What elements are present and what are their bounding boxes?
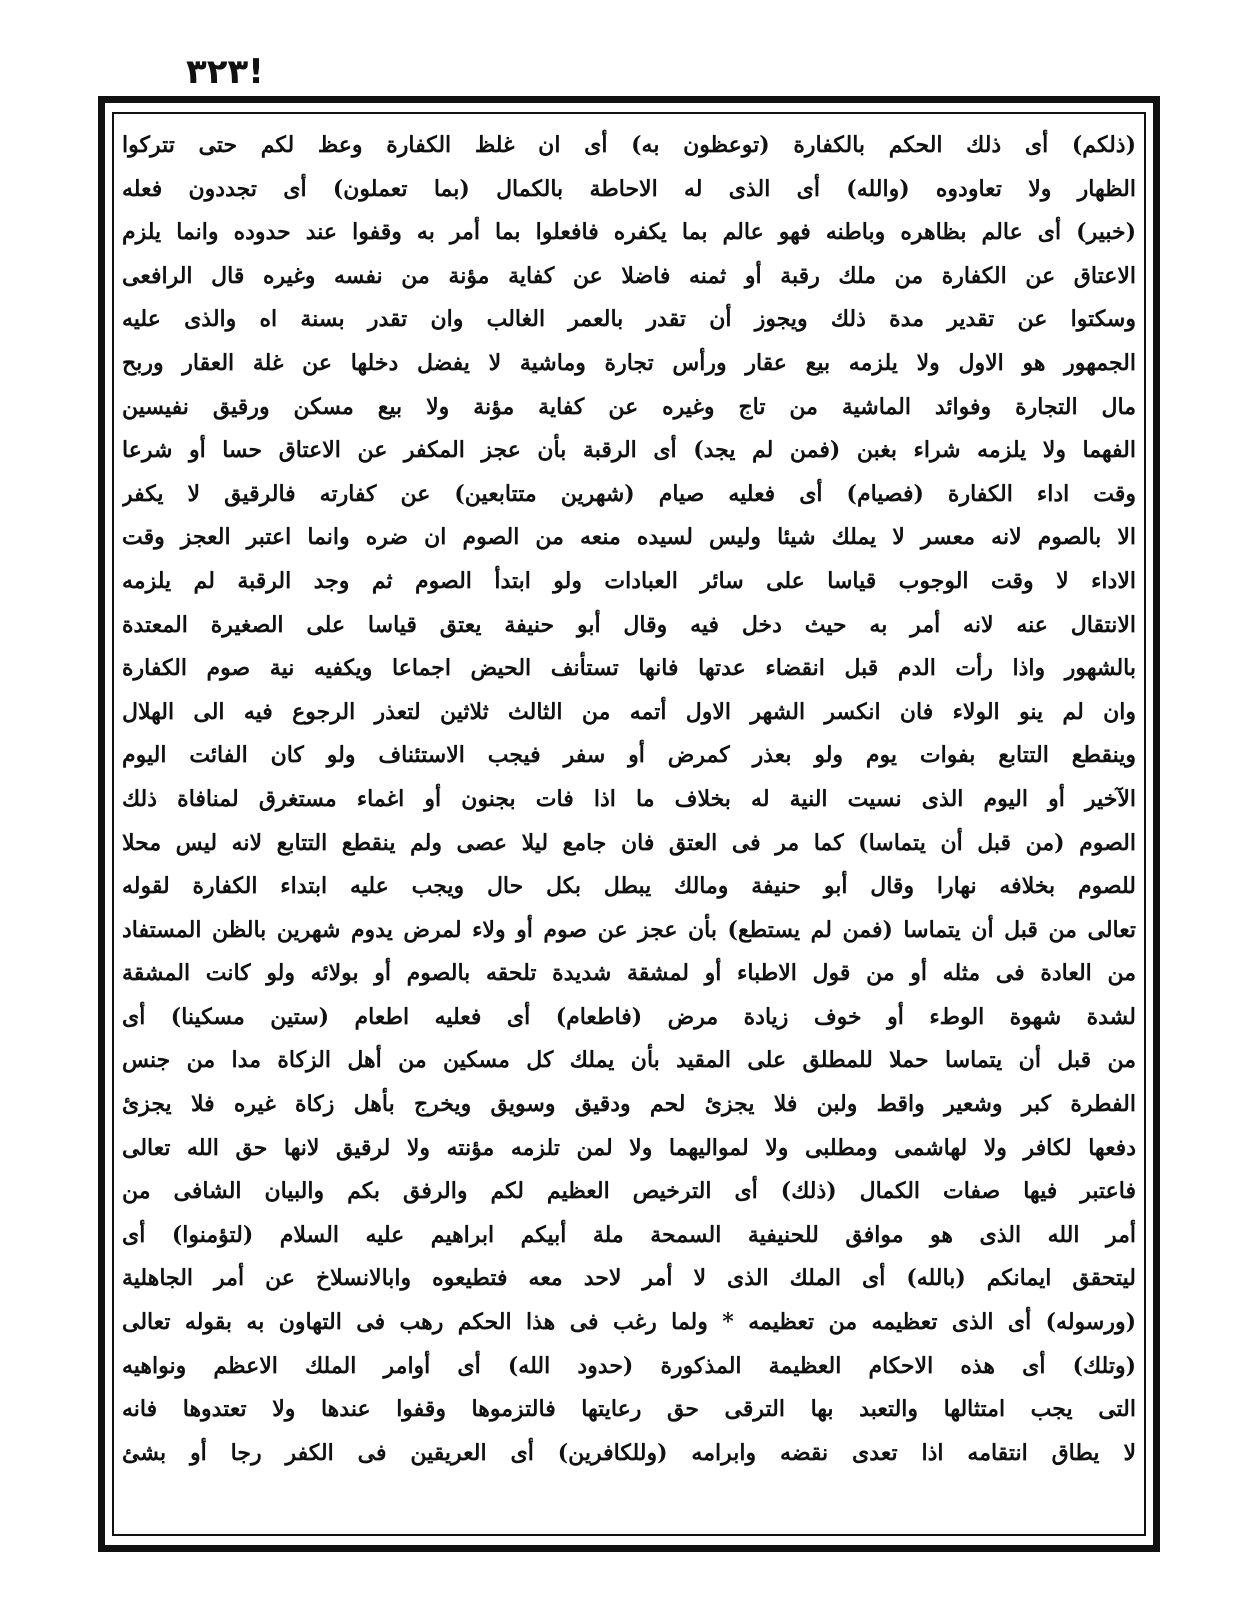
text-line: الا بالصوم لانه معسر لا يملك شيئا وليس لسيده منعه من الصوم ان ضره وانما اعتبر العجز وقت [122,524,1136,551]
text-line: فاعتبر فيها صفات الكمال (ذلك) أى الترخيص العظيم لكم والرفق بكم والبيان الشافى من [122,1178,1136,1205]
text-line: لا يطاق انتقامه اذا تعدى نقضه وابرامه (وللكافرين) أى العريقين فى الكفر رجا أو بشئ [122,1439,1136,1466]
text-line: الاعتاق عن الكفارة من ملك رقبة أو ثمنه فاضلا عن كفاية مؤنة من نفسه وغيره قال الرافعى [122,262,1136,289]
text-line: الانتقال عنه لانه أمر به حيث دخل فيه وقال أبو حنيفة يعتق قياسا على الصغيرة المعتدة [122,611,1136,638]
page-number: !٣٢٣ [186,52,264,92]
text-line: من قبل أن يتماسا حملا للمطلق على المقيد بأن يملك كل مسكين من أهل الزكاة مدا من جنس [122,1047,1136,1074]
text-line: الفهما ولا يلزمه شراء بغبن (فمن لم يجد) أى الرقبة بأن عجز المكفر عن الاعتاق حسا أو شرعا [122,437,1136,464]
text-line: التى يجب امتثالها والتعبد بها الترقى حق رعايتها فالتزموها وقفوا عندها ولا تعتدوها فانه [122,1396,1136,1423]
text-line: لشدة شهوة الوطء أو خوف زيادة مرض (فاطعام) أى فعليه اطعام (ستين مسكينا) أى [122,1003,1136,1030]
text-line: وقت اداء الكفارة (فصيام) أى فعليه صيام (شهرين متتابعين) عن كفارته فالرقيق لا يكفر [122,480,1136,507]
text-line: (ذلكم) أى ذلك الحكم بالكفارة (توعظون به) أى ان غلظ الكفارة وعظ لكم حتى تتركوا [122,132,1136,158]
text-line: الآخير أو اليوم الذى نسيت النية له بخلاف ما اذا فات بجنون أو اغماء مستغرق لمنافاة ذلك [122,785,1136,812]
text-line: (خبير) أى عالم بظاهره وباطنه فهو عالم بما يكفره فافعلوا بما أمر به وقفوا عند حدوده وانما يلزم [122,219,1136,246]
text-line: الاداء لا وقت الوجوب قياسا على سائر العبادات ولو ابتدأ الصوم ثم وجد الرقبة لم يلزمه [122,567,1136,594]
text-body [122,124,1136,1528]
text-line: الجمهور هو الاول ولا يلزمه بيع عقار ورأس تجارة وماشية لا يفضل دخلها عن غلة العقار وربح [122,349,1136,376]
text-line: دفعها لكافر ولا لهاشمى ومطلبى ولا لمواليهما ولا لمن تلزمه مؤنته ولا لرقيق لانها حق الله تعالى [122,1134,1136,1161]
text-line: (ورسوله) أى الذى تعظيمه من تعظيمه * ولما رغب فى هذا الحكم رهب فى التهاون به بقوله تعالى [122,1309,1136,1336]
text-line: الفطرة كبر وشعير واقط ولبن فلا يجزئ لحم ودقيق وسويق ويخرج بأهل زكاة غيره فلا يجزئ [122,1091,1136,1118]
text-line: مال التجارة وفوائد الماشية من تاج وغيره عن كفاية مؤنة ولا بيع مسكن ورقيق نفيسين [122,393,1136,420]
text-line: وان لم ينو الولاء فان انكسر الشهر الاول أتمه من الثالث ثلاثين لتعذر الرجوع فيه الى الهلال [122,698,1136,725]
text-line: أمر الله الذى هو موافق للحنيفية السمحة ملة أبيكم ابراهيم عليه السلام (لتؤمنوا) أى [122,1221,1136,1248]
text-line: وينقطع التتابع بفوات يوم ولو بعذر كمرض أو سفر فيجب الاستئناف ولو كان الفائت اليوم [122,742,1136,769]
text-line: بالشهور واذا رأت الدم قبل انقضاء عدتها فانها تستأنف الحيض اجماعا ويكفيه نية صوم الكفارة [122,655,1136,682]
text-line: للصوم بخلافه نهارا وقال أبو حنيفة ومالك يبطل بكل حال ويجب عليه ابتداء الكفارة لقوله [122,873,1136,900]
text-line: تعالى من قبل أن يتماسا (فمن لم يستطع) بأن عجز عن صوم أو ولاء لمرض يدوم شهرين بالظن المستفاد [122,916,1136,943]
text-line: وسكتوا عن تقدير مدة ذلك ويجوز أن تقدر بالعمر الغالب وان تقدر بسنة اه والذى عليه [122,306,1136,333]
text-line: ليتحقق ايمانكم (بالله) أى الملك الذى لا أمر لاحد معه فتطيعوه وابالانسلاخ عن أمر الجاهلية [122,1265,1136,1292]
text-line: (وتلك) أى هذه الاحكام العظيمة المذكورة (حدود الله) أى أوامر الملك الاعظم ونواهيه [122,1352,1136,1379]
text-line: الصوم (من قبل أن يتماسا) كما مر فى العتق فان جامع ليلا عصى ولم ينقطع التتابع لانه ليس محلا [122,829,1136,856]
text-line: من العادة فى مثله أو من قول الاطباء أو لمشقة شديدة تلحقه بالصوم أو بولائه ولو كانت المشقة [122,960,1136,987]
text-line: الظهار ولا تعاودوه (والله) أى الذى له الاحاطة بالكمال (بما تعملون) أى تجددون فعله [122,175,1136,202]
